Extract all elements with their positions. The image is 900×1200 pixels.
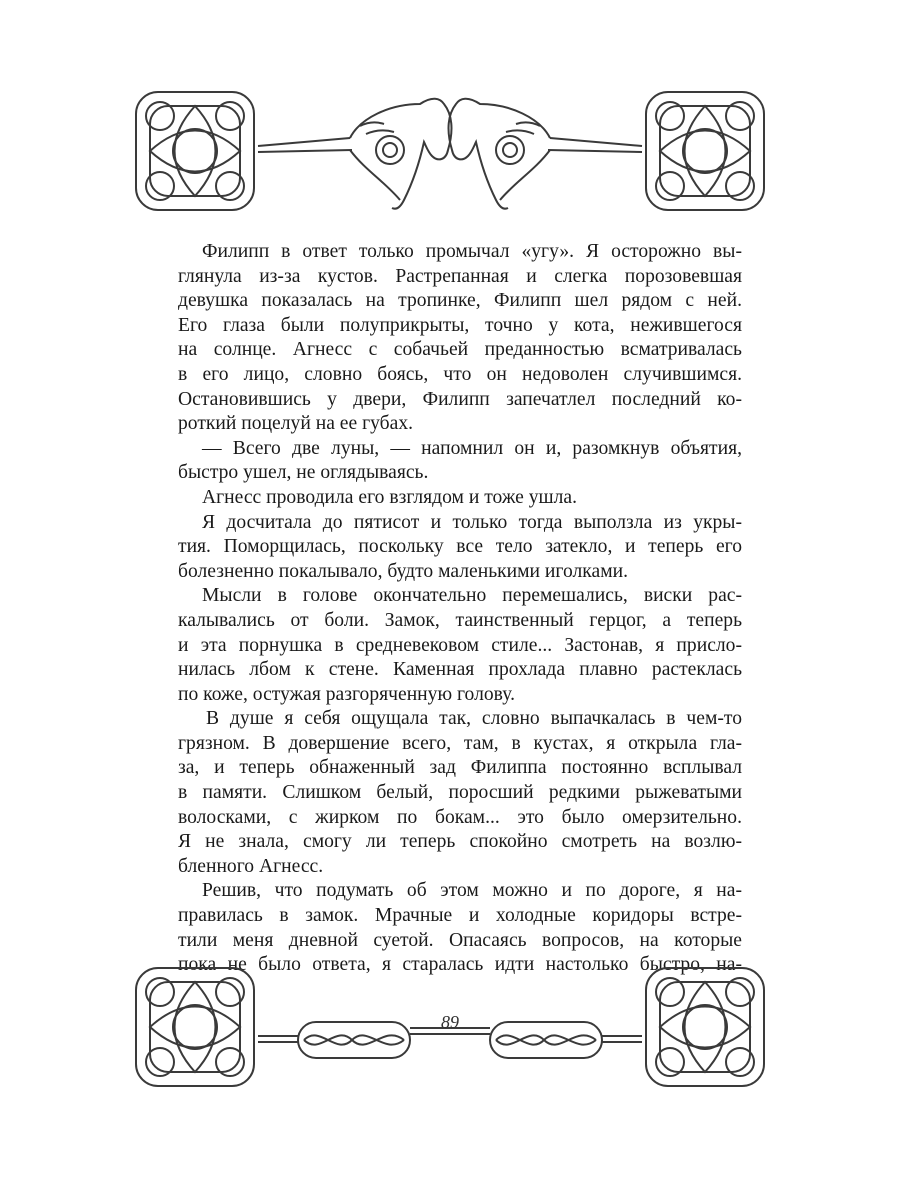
- text-line: правилась в замок. Мрачные и холодные коридоры встре-: [178, 905, 742, 927]
- text-line: болезненно покалывало, будто маленькими иголками.: [178, 560, 628, 582]
- text-line: Его глаза были полуприкрыты, точно у кота, нежившегося: [178, 314, 742, 336]
- text-line: — Всего две луны, — напомнил он и, разомкнув объятия,: [202, 437, 742, 459]
- text-line: В душе я себя ощущала так, словно выпачкалась в чем-то: [206, 708, 742, 730]
- text-line: калывались от боли. Замок, таинственный герцог, а теперь: [178, 609, 742, 631]
- horse-left-icon: [350, 99, 451, 209]
- text-line: быстро ушел, не оглядываясь.: [178, 462, 429, 484]
- text-line: Я не знала, смогу ли теперь спокойно смотреть на возлю-: [178, 831, 742, 853]
- text-line: Агнесс проводила его взглядом и тоже ушла.: [202, 486, 577, 508]
- text-line: бленного Агнесс.: [178, 855, 324, 877]
- celtic-knot-left-icon: [136, 92, 254, 210]
- text-line: за, и теперь обнаженный зад Филиппа постоянно всплывал: [178, 757, 742, 779]
- text-line: Остановившись у двери, Филипп запечатлел последний ко-: [178, 388, 742, 410]
- book-text: [178, 240, 742, 978]
- braid-left-icon: [298, 1022, 410, 1058]
- text-line: роткий поцелуй на ее губах.: [178, 413, 414, 435]
- text-line: Филипп в ответ только промычал «угу». Я осторожно вы-: [202, 241, 742, 262]
- braid-right-icon: [490, 1022, 602, 1058]
- text-line: тия. Поморщилась, поскольку все тело затекло, и теперь его: [178, 536, 742, 558]
- text-line: и эта порнушка в средневековом стиле... Застонав, я присло-: [178, 634, 742, 656]
- text-line: Решив, что подумать об этом можно и по дороге, я на-: [202, 880, 742, 902]
- text-line: девушка показалась на тропинке, Филипп шел рядом с ней.: [178, 290, 742, 312]
- text-line: тили меня дневной суетой. Опасаясь вопросов, на которые: [178, 929, 742, 951]
- bottom-ornament: [0, 962, 900, 1112]
- celtic-knot-bottom-left-icon: [136, 968, 254, 1086]
- horse-right-icon: [449, 99, 550, 209]
- celtic-knot-bottom-right-icon: [646, 968, 764, 1086]
- text-line: пока не было ответа, я старалась идти настолько быстро, на-: [178, 954, 742, 976]
- text-line: на солнце. Агнесс с собачьей преданностью всматривалась: [178, 339, 742, 361]
- text-line: Я досчитала до пятисот и только тогда выползла из укры-: [202, 511, 742, 533]
- page-number: 89: [441, 1012, 459, 1032]
- top-ornament: [0, 0, 900, 240]
- text-line: Мысли в голове окончательно перемешались, виски рас-: [202, 585, 742, 607]
- text-line: нилась лбом к стене. Каменная прохлада плавно растеклась: [178, 659, 742, 681]
- text-line: в памяти. Слишком белый, поросший редкими рыжеватыми: [178, 782, 742, 804]
- text-line: по коже, остужая разгоряченную голову.: [178, 683, 515, 705]
- text-line: волосками, с жирком по бокам... это было омерзительно.: [178, 806, 742, 828]
- text-line: глянула из-за кустов. Растрепанная и слегка порозовевшая: [178, 265, 742, 287]
- text-line: грязном. В довершение всего, там, в кустах, я открыла гла-: [178, 732, 742, 754]
- text-line: в его лицо, словно боясь, что он недоволен случившимся.: [178, 363, 742, 385]
- celtic-knot-right-icon: [646, 92, 764, 210]
